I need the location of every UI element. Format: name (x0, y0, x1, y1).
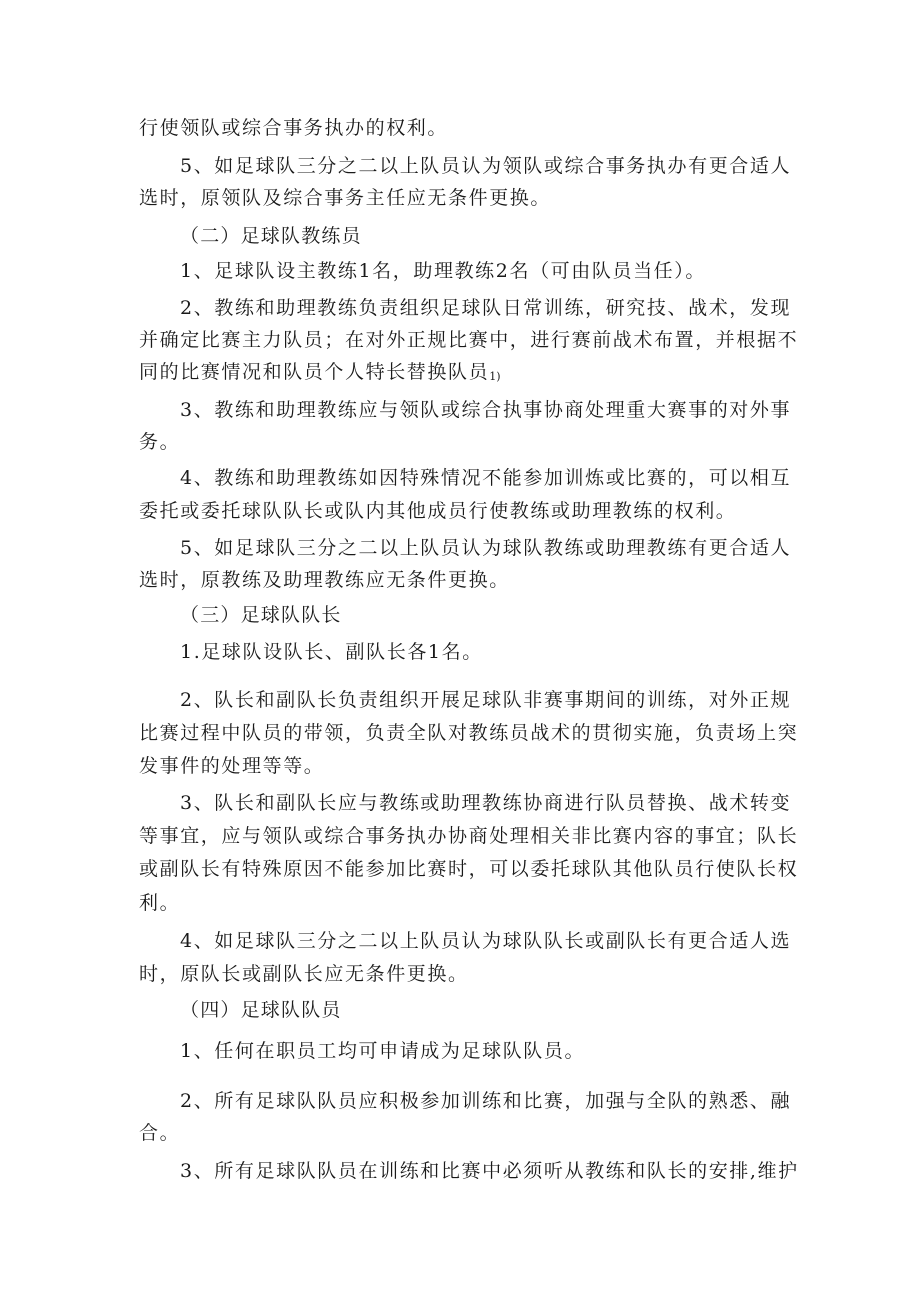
paragraph-line: 4、如足球队三分之二以上队员认为球队队长或副队长有更合适人选 (180, 930, 792, 952)
paragraph-line: 并确定比赛主力队员；在对外正规比赛中，进行赛前战术布置，并根据不 (139, 329, 799, 351)
paragraph-line: 1、任何在职员工均可申请成为足球队队员。 (180, 1040, 586, 1062)
paragraph-line: 5、如足球队三分之二以上队员认为领队或综合事务执办有更合适人 (180, 155, 792, 177)
paragraph-line: 选时，原教练及助理教练应无条件更换。 (139, 569, 510, 591)
section-heading: （四）足球队队员 (180, 999, 342, 1021)
paragraph-line: 务。 (139, 431, 181, 453)
paragraph-line: 选时，原领队及综合事务主任应无条件更换。 (139, 187, 552, 209)
paragraph-line: 发事件的处理等等。 (139, 755, 325, 777)
paragraph-line: 比赛过程中队员的带领，负责全队对教练员战术的贯彻实施，负责场上突 (139, 722, 799, 744)
paragraph-line: 等事宜，应与领队或综合事务执办协商处理相关非比赛内容的事宜；队长 (139, 825, 799, 847)
section-heading: （二）足球队教练员 (180, 225, 362, 247)
paragraph-line: 行使领队或综合事务执办的权利。 (139, 117, 449, 139)
paragraph-line: 5、如足球队三分之二以上队员认为球队教练或助理教练有更合适人 (180, 537, 792, 559)
paragraph-line: 3、教练和助理教练应与领队或综合执事协商处理重大赛事的对外事 (180, 399, 792, 421)
paragraph-line: 3、队长和副队长应与教练或助理教练协商进行队员替换、战术转变 (180, 792, 792, 814)
footnote-mark: 1) (489, 370, 501, 383)
paragraph-text: 同的比赛情况和队员个人特长替换队员 (139, 361, 490, 383)
paragraph-line: 合。 (139, 1122, 181, 1144)
paragraph-line: 利。 (139, 892, 181, 914)
paragraph-line: 1.足球队设队长、副队长各1名。 (180, 641, 483, 663)
paragraph-line: 2、所有足球队队员应积极参加训练和比赛，加强与全队的熟悉、融 (180, 1090, 792, 1112)
paragraph-line: 2、队长和副队长负责组织开展足球队非赛事期间的训练，对外正规 (180, 689, 792, 711)
section-heading: （三）足球队队长 (180, 604, 342, 626)
paragraph-line: 时，原队长或副队长应无条件更换。 (139, 963, 469, 985)
paragraph-line: 2、教练和助理教练负责组织足球队日常训练，研究技、战术，发现 (180, 297, 792, 319)
paragraph-line: 或副队长有特殊原因不能参加比赛时，可以委托球队其他队员行使队长权 (139, 858, 799, 880)
paragraph-line: 4、教练和助理教练如因特殊情况不能参加训炼或比赛的，可以相互 (180, 467, 792, 489)
paragraph-line (139, 360, 501, 389)
paragraph-line: 委托或委托球队队长或队内其他成员行使教练或助理教练的权利。 (139, 500, 737, 522)
paragraph-line: 1、足球队设主教练1名，助理教练2名（可由队员当任）。 (180, 260, 706, 282)
paragraph-line: 3、所有足球队队员在训练和比赛中必须听从教练和队长的安排,维护 (180, 1160, 799, 1182)
